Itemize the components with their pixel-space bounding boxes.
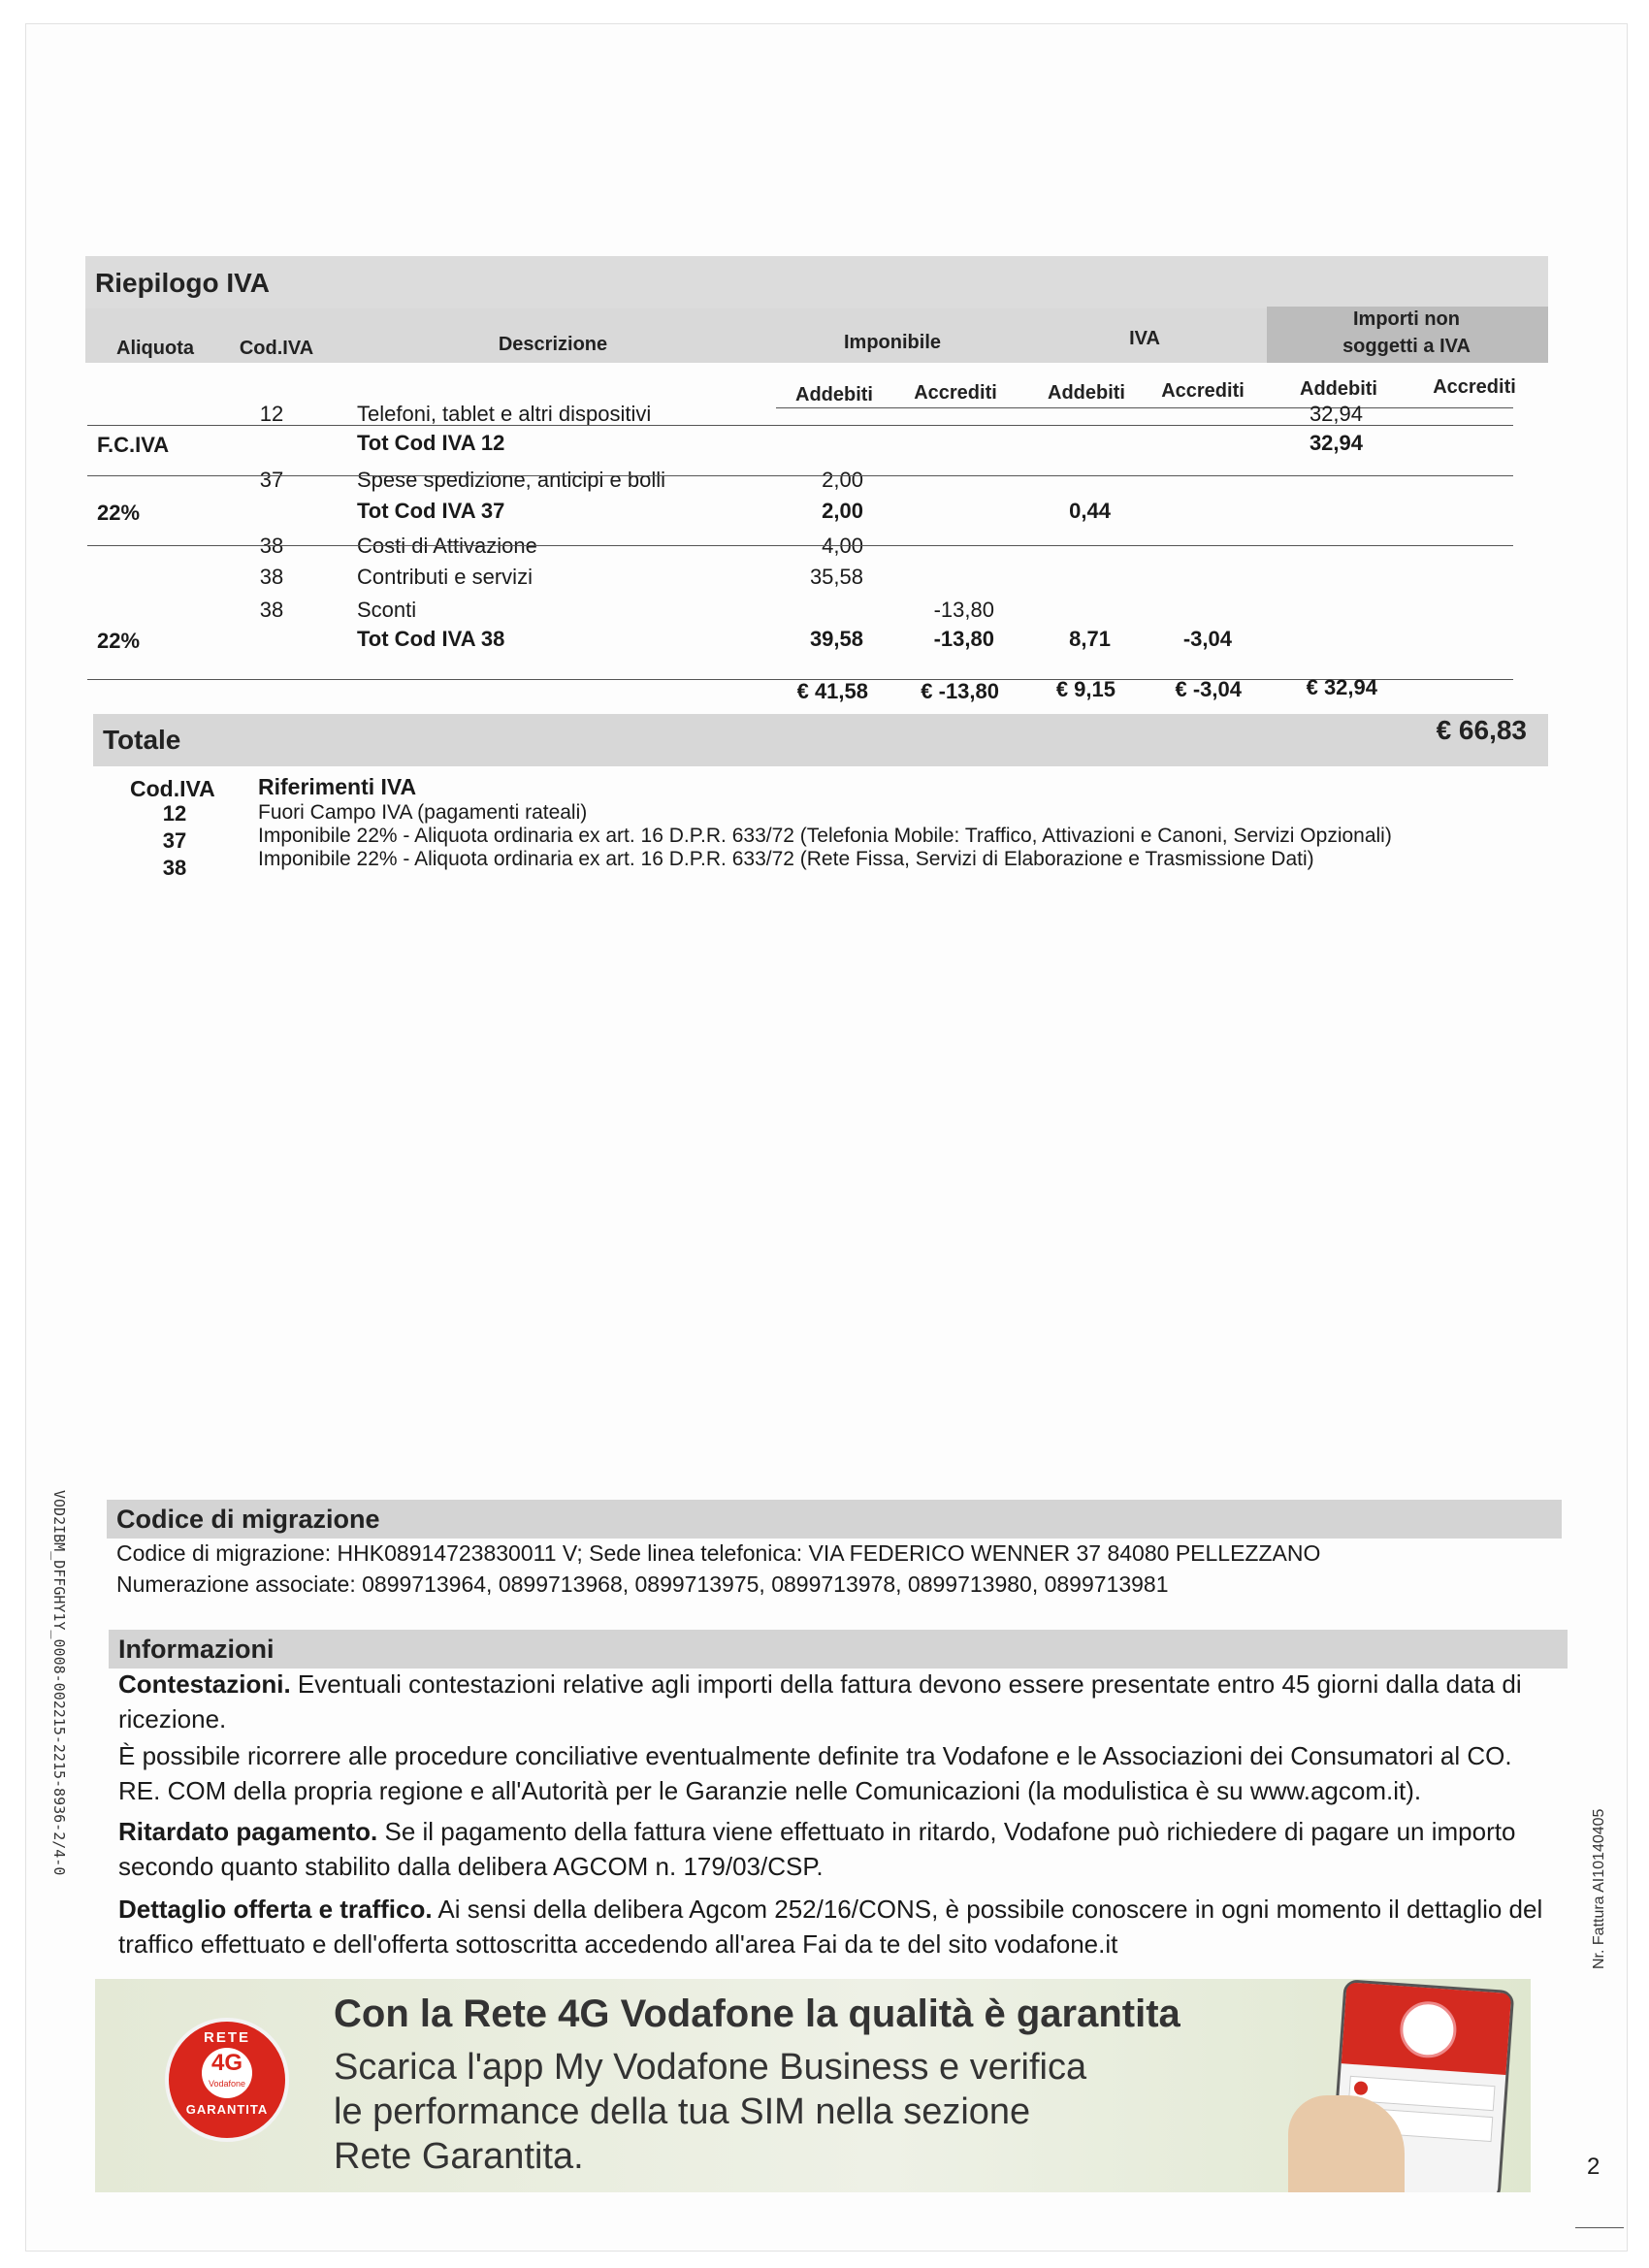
iva-row-cod: 38 <box>259 534 284 558</box>
promo-banner <box>95 1979 1531 2192</box>
imponibile-addebiti-header: Addebiti <box>795 384 873 405</box>
iva-row-cod: 37 <box>259 468 284 492</box>
imponibile-header: Imponibile <box>844 332 941 353</box>
riepilogo-iva-bar <box>85 256 1548 310</box>
migrazione-line2: Numerazione associate: 0899713964, 0899713968, 0899713975, 0899713978, 0899713980, 0899713981 <box>116 1571 1169 1597</box>
grand-ns-add: € 32,94 <box>1306 675 1377 699</box>
grand-iva-acc: € -3,04 <box>1175 677 1242 701</box>
dettaglio-paragraph <box>118 1892 1554 1961</box>
riferimenti-header: Riferimenti IVA <box>258 774 417 799</box>
phone-item-1-icon <box>1354 2081 1369 2095</box>
phone-badge-icon <box>1398 1999 1458 2059</box>
iva-row-desc: Tot Cod IVA 12 <box>357 431 505 455</box>
iva-row-desc: Telefoni, tablet e altri dispositivi <box>357 402 652 426</box>
subheader-rule <box>776 407 1513 408</box>
iva-header: IVA <box>1129 328 1160 349</box>
phone-screen-header <box>1342 1982 1511 2075</box>
iva-row-imp_add: 2,00 <box>822 468 863 492</box>
ns-accrediti-header: Accrediti <box>1433 376 1516 398</box>
iva-row-imp_add: 35,58 <box>809 565 863 589</box>
migrazione-title: Codice di migrazione <box>116 1505 380 1534</box>
badge-bottom-text: GARANTITA <box>185 2102 269 2117</box>
riferimenti-cod: 37 <box>162 828 187 853</box>
rete-4g-badge <box>165 2018 289 2142</box>
migrazione-bar <box>107 1500 1562 1539</box>
iva-row-aliquota: 22% <box>97 629 141 653</box>
riferimenti-cod: 12 <box>162 801 187 826</box>
iva-row-cod: 38 <box>259 598 284 622</box>
iva-addebiti-header: Addebiti <box>1048 382 1125 404</box>
contestazioni-text: Eventuali contestazioni relative agli importi della fattura devono essere presentate entro 45 giorni dalla data di ricezione. <box>118 1669 1522 1733</box>
iva-row-desc: Sconti <box>357 598 417 622</box>
badge-4g-text: 4G <box>210 2050 242 2076</box>
grand-imp-acc: € -13,80 <box>921 679 999 703</box>
group-rule-12 <box>87 425 1513 426</box>
badge-vodafone-text: Vodafone <box>208 2079 246 2089</box>
invoice-number-vertical: Nr. Fattura AI10140405 <box>1591 1808 1607 1969</box>
banner-headline: Con la Rete 4G Vodafone la qualità è garantita <box>334 1993 1180 2035</box>
totale-bar <box>93 714 1548 766</box>
iva-row-iva_add: 8,71 <box>1069 627 1111 651</box>
aliquota-header: Aliquota <box>116 338 194 359</box>
iva-row-desc: Tot Cod IVA 37 <box>357 499 505 523</box>
banner-line3: Rete Garantita. <box>334 2136 584 2177</box>
iva-row-desc: Contributi e servizi <box>357 565 533 589</box>
iva-row-imp_acc: -13,80 <box>933 598 994 622</box>
cod-iva-header: Cod.IVA <box>239 338 314 359</box>
non-soggetti-header-line2: soggetti a IVA <box>1342 336 1471 357</box>
badge-inner-circle <box>202 2048 252 2098</box>
totale-value: € 66,83 <box>1436 715 1527 745</box>
riferimenti-cod: 38 <box>162 856 187 880</box>
banner-line1: Scarica l'app My Vodafone Business e verifica <box>334 2047 1087 2088</box>
iva-row-imp_add: 2,00 <box>822 499 863 523</box>
iva-row-imp_add: 4,00 <box>822 534 863 558</box>
iva-row-imp_acc: -13,80 <box>933 627 994 651</box>
non-soggetti-header-line1: Importi non <box>1353 308 1460 330</box>
iva-row-iva_add: 0,44 <box>1069 499 1111 523</box>
page-number-rule <box>1575 2227 1624 2228</box>
iva-accrediti-header: Accrediti <box>1161 380 1245 402</box>
dettaglio-text: Ai sensi della delibera Agcom 252/16/CONS, è possibile conoscere in ogni momento il dettaglio del traffico effettuato e dell'offerta sottoscritta accedendo all'area Fai da te del sito vodafone.it <box>118 1895 1543 1959</box>
informazioni-bar <box>109 1630 1568 1669</box>
iva-row-desc: Spese spedizione, anticipi e bolli <box>357 468 665 492</box>
migrazione-line1: Codice di migrazione: HHK08914723830011 V; Sede linea telefonica: VIA FEDERICO WENNER 37 84080 PELLEZZANO <box>116 1540 1321 1566</box>
ritardato-text: Se il pagamento della fattura viene effettuato in ritardo, Vodafone può richiedere di pagare un importo secondo quanto stabilito dalla delibera AGCOM n. 179/03/CSP. <box>118 1817 1516 1881</box>
iva-row-desc: Tot Cod IVA 38 <box>357 627 505 651</box>
iva-row-ns_add: 32,94 <box>1309 402 1363 426</box>
iva-row-aliquota: F.C.IVA <box>97 433 170 457</box>
banner-line2: le performance della tua SIM nella sezione <box>334 2091 1031 2132</box>
imponibile-accrediti-header: Accrediti <box>914 382 997 404</box>
iva-row-iva_acc: -3,04 <box>1182 627 1232 651</box>
contestazioni-label: Contestazioni. <box>118 1669 291 1699</box>
conciliative-text: È possibile ricorrere alle procedure conciliative eventualmente definite tra Vodafone e le Associazioni dei Consumatori al CO. RE. COM della propria regione e all'Autorità per le Garanzie nelle Comunicazioni (la modulistica è su www.agcom.it). <box>118 1741 1512 1805</box>
iva-row-imp_add: 39,58 <box>809 627 863 651</box>
contestazioni-paragraph <box>118 1667 1554 1736</box>
riferimenti-text: Imponibile 22% - Aliquota ordinaria ex art. 16 D.P.R. 633/72 (Telefonia Mobile: Traffico, Attivazioni e Canoni, Servizi Opzionali) <box>258 825 1392 847</box>
riferimenti-text: Fuori Campo IVA (pagamenti rateali) <box>258 801 588 824</box>
iva-row-aliquota: 22% <box>97 501 141 525</box>
ns-addebiti-header: Addebiti <box>1300 378 1377 400</box>
riepilogo-iva-title: Riepilogo IVA <box>95 268 270 298</box>
iva-row-cod: 12 <box>259 402 284 426</box>
riferimenti-cod-header: Cod.IVA <box>130 776 215 801</box>
ritardato-paragraph <box>118 1814 1554 1884</box>
iva-row-cod: 38 <box>259 565 284 589</box>
riferimenti-text: Imponibile 22% - Aliquota ordinaria ex art. 16 D.P.R. 633/72 (Rete Fissa, Servizi di Elaborazione e Trasmissione Dati) <box>258 848 1314 870</box>
side-document-code: VOD2IBM_DFFGHY1Y_0008-002215-2215-8936-2/4-0 <box>50 1490 68 1876</box>
ritardato-label: Ritardato pagamento. <box>118 1817 378 1846</box>
informazioni-title: Informazioni <box>118 1635 275 1664</box>
totale-label: Totale <box>103 725 181 755</box>
iva-row-desc: Costi di Attivazione <box>357 534 537 558</box>
badge-top-text: RETE <box>203 2029 250 2046</box>
iva-row-ns_add: 32,94 <box>1309 431 1363 455</box>
dettaglio-label: Dettaglio offerta e traffico. <box>118 1895 433 1924</box>
group-rule-38 <box>87 545 1513 546</box>
group-rule-37 <box>87 475 1513 476</box>
page-number: 2 <box>1587 2154 1600 2180</box>
grand-imp-add: € 41,58 <box>796 679 868 703</box>
grand-iva-add: € 9,15 <box>1055 677 1116 701</box>
descrizione-header: Descrizione <box>498 334 608 355</box>
conciliative-paragraph <box>118 1738 1554 1808</box>
